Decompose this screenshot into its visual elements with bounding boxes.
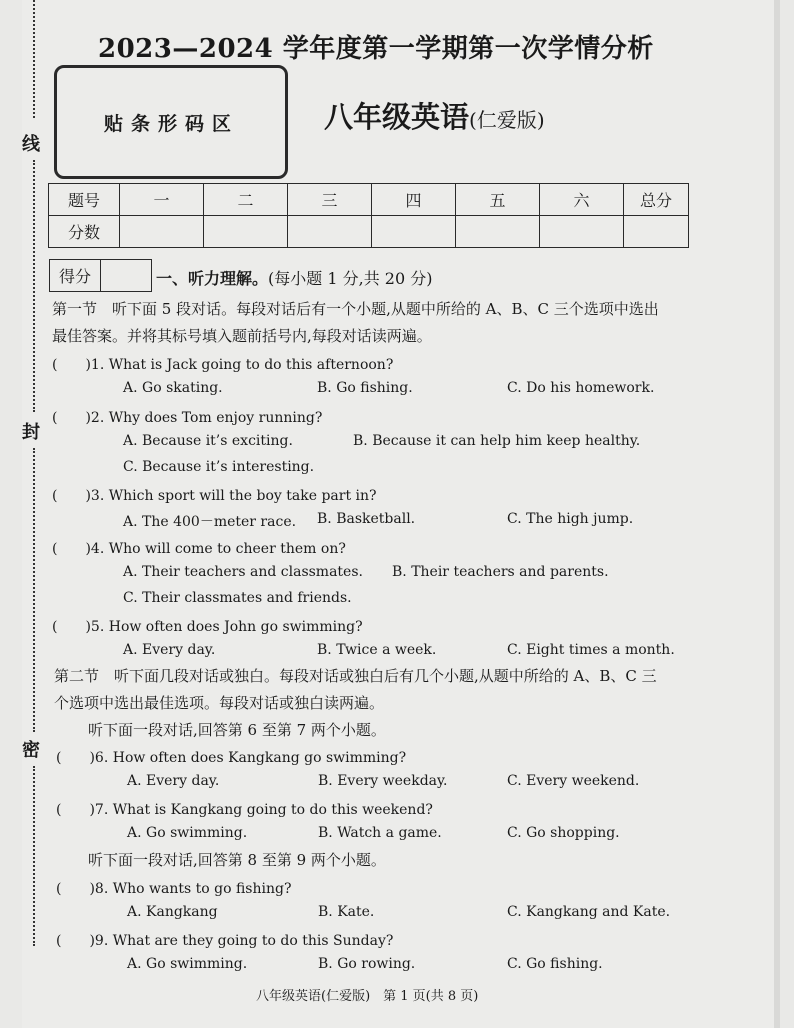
option-a: A. Every day. (127, 773, 220, 789)
option-a: A. Go swimming. (127, 825, 248, 841)
question-stem: ( )4. Who will come to cheer them on? (52, 541, 346, 557)
section-heading-note: (每小题 1 分,共 20 分) (268, 269, 433, 288)
score-cell: 二 (204, 184, 288, 216)
option-a: A. The 400－meter race. (123, 514, 297, 530)
option-b: B. Go rowing. (318, 956, 416, 972)
score-cell: 题号 (49, 184, 120, 216)
score-entry[interactable] (624, 216, 689, 248)
option-b: B. Watch a game. (318, 825, 442, 841)
score-table-score-row (49, 216, 689, 248)
option-a: A. Kangkang (127, 904, 218, 920)
question-stem: ( )1. What is Jack going to do this afternoon? (52, 357, 394, 373)
option-c: C. Do his homework. (507, 380, 655, 396)
option-a: A. Because it’s exciting. (123, 433, 293, 449)
question-stem: ( )8. Who wants to go fishing? (56, 881, 292, 897)
section-heading (156, 266, 432, 289)
option-a: A. Go swimming. (127, 956, 248, 972)
section-score-box (49, 259, 152, 292)
option-b: B. Because it can help him keep healthy. (353, 433, 641, 449)
option-a: A. Go skating. (123, 380, 223, 396)
exam-title: 2023—2024 学年度第一学期第一次学情分析 (98, 34, 654, 64)
score-cell: 一 (120, 184, 204, 216)
section-score-entry[interactable] (101, 260, 152, 292)
option-c: C. Go fishing. (507, 956, 603, 972)
subject-edition: (仁爱版) (469, 108, 545, 132)
part2-instruction-line2: 个选项中选出最佳选项。每段对话或独白读两遍。 (54, 694, 385, 712)
dialog-intro-6-7: 听下面一段对话,回答第 6 至第 7 两个小题。 (88, 721, 386, 739)
question-stem: ( )5. How often does John go swimming? (52, 619, 363, 635)
score-table-header-row (49, 184, 689, 216)
option-c: C. Go shopping. (507, 825, 620, 841)
score-cell: 总分 (624, 184, 689, 216)
score-entry[interactable] (204, 216, 288, 248)
option-c: C. Eight times a month. (507, 642, 675, 658)
option-b: B. Go fishing. (317, 380, 413, 396)
question-stem: ( )6. How often does Kangkang go swimming? (56, 750, 407, 766)
binding-dotted-line (33, 0, 35, 118)
binding-dotted-line (33, 448, 35, 732)
score-cell: 六 (540, 184, 624, 216)
option-c: C. Because it’s interesting. (123, 459, 315, 475)
score-table (48, 183, 689, 248)
option-c: C. Their classmates and friends. (123, 590, 352, 606)
option-b: B. Every weekday. (318, 773, 448, 789)
section-score-label: 得分 (50, 260, 101, 292)
score-entry[interactable] (288, 216, 372, 248)
score-entry[interactable] (540, 216, 624, 248)
score-cell: 三 (288, 184, 372, 216)
option-b: B. Twice a week. (317, 642, 437, 658)
option-b: B. Their teachers and parents. (392, 564, 609, 580)
binding-dotted-line (33, 766, 35, 946)
barcode-label: 贴条形码区 (104, 113, 240, 135)
option-a: A. Their teachers and classmates. (123, 564, 363, 580)
score-cell: 四 (372, 184, 456, 216)
score-entry[interactable] (120, 216, 204, 248)
part1-instruction-line1: 第一节 听下面 5 段对话。每段对话后有一个小题,从题中所给的 A、B、C 三个选项中选出 (52, 300, 659, 318)
question-stem: ( )7. What is Kangkang going to do this weekend? (56, 802, 433, 818)
option-c: C. Every weekend. (507, 773, 640, 789)
score-row-label: 分数 (49, 216, 120, 248)
question-stem: ( )3. Which sport will the boy take part in? (52, 488, 377, 504)
margin-char-xian: 线 (22, 134, 40, 155)
option-c: C. Kangkang and Kate. (507, 904, 671, 920)
section-heading-text: 一、听力理解。 (156, 269, 269, 288)
binding-dotted-line (33, 160, 35, 412)
question-stem: ( )9. What are they going to do this Sunday? (56, 933, 394, 949)
score-cell: 五 (456, 184, 540, 216)
part2-instruction-line1: 第二节 听下面几段对话或独白。每段对话或独白后有几个小题,从题中所给的 A、B、C 三 (54, 667, 657, 685)
subject-title (324, 95, 545, 136)
option-c: C. The high jump. (507, 511, 634, 527)
score-entry[interactable] (456, 216, 540, 248)
question-stem: ( )2. Why does Tom enjoy running? (52, 410, 323, 426)
margin-char-feng: 封 (22, 422, 40, 443)
dialog-intro-8-9: 听下面一段对话,回答第 8 至第 9 两个小题。 (88, 851, 386, 869)
page-footer: 八年级英语(仁爱版) 第 1 页(共 8 页) (256, 989, 479, 1004)
margin-char-mi: 密 (22, 740, 40, 761)
subject-name: 八年级英语 (324, 100, 470, 134)
option-b: B. Kate. (318, 904, 375, 920)
option-a: A. Every day. (123, 642, 216, 658)
option-b: B. Basketball. (317, 511, 416, 527)
score-entry[interactable] (372, 216, 456, 248)
part1-instruction-line2: 最佳答案。并将其标号填入题前括号内,每段对话读两遍。 (52, 327, 432, 345)
